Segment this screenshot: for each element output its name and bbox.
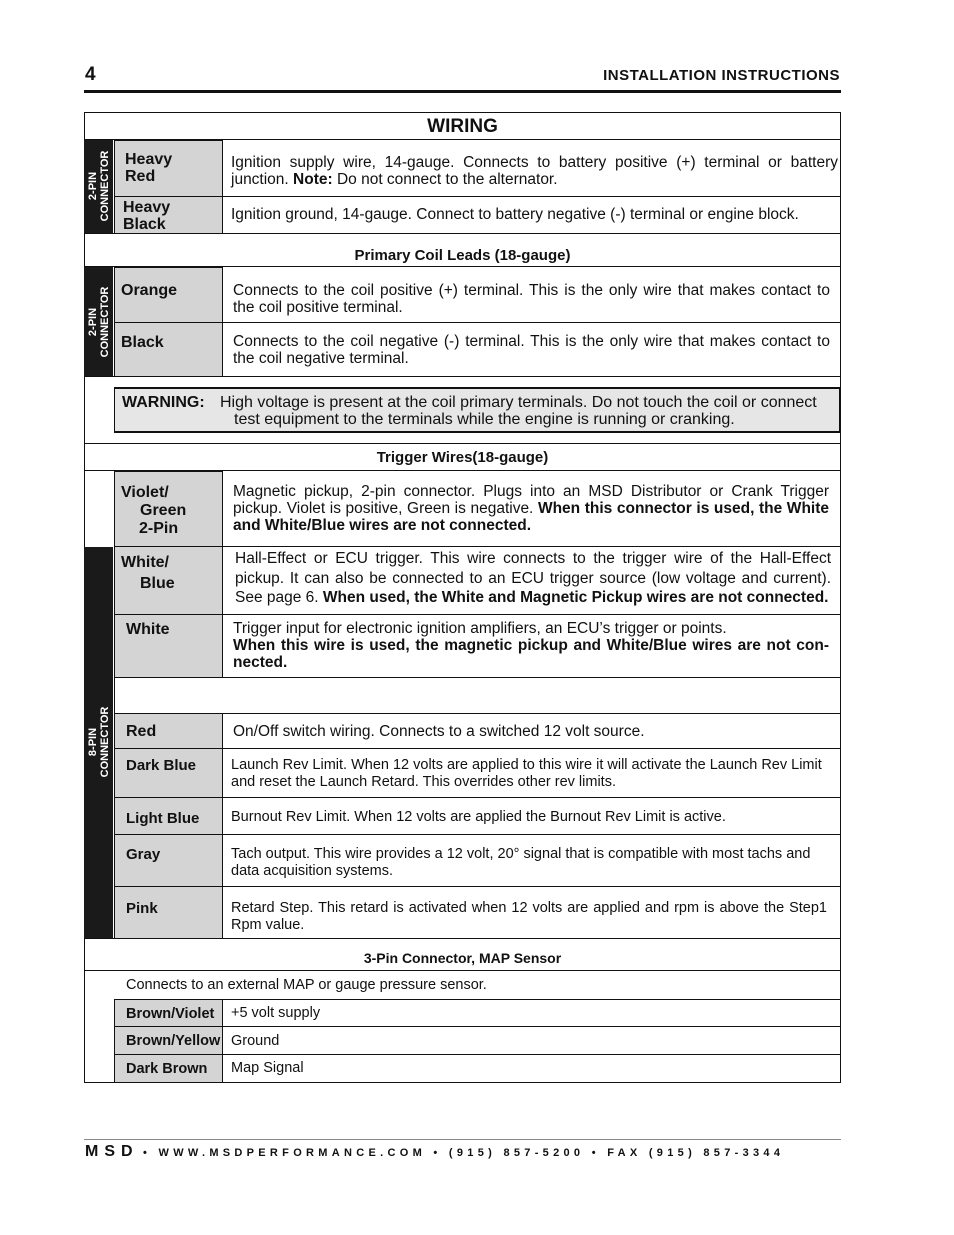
- wire-desc-light-blue: Burnout Rev Limit. When 12 volts are applied the Burnout Rev Limit is active.: [231, 809, 726, 825]
- warning-text-line1: High voltage is present at the coil primary terminals. Do not touch the coil or connect: [220, 394, 817, 411]
- divider: [114, 834, 841, 835]
- wire-desc-dark-blue: Launch Rev Limit. When 12 volts are applied to this wire it will activate the Launch Rev Limit and reset the Launch Retard. This overrides other rev limits.: [231, 757, 822, 790]
- wire-desc-brown-yellow: Ground: [231, 1033, 280, 1049]
- wire-label-pink: Pink: [114, 886, 223, 939]
- divider: [114, 546, 841, 547]
- warning-label: WARNING:: [122, 394, 205, 411]
- divider: [114, 797, 841, 798]
- connector-label-8pin: 8-PIN CONNECTOR: [87, 706, 111, 778]
- divider: [114, 999, 841, 1000]
- wire-label-black: Black: [114, 322, 223, 377]
- divider: [114, 322, 841, 323]
- footer-contact: • WWW.MSDPERFORMANCE.COM • (915) 857-5200 • FAX (915) 857-3344: [143, 1147, 785, 1159]
- divider: [84, 233, 841, 234]
- wire-label-white-blue: White/ Blue: [114, 546, 223, 616]
- wire-desc-white: Trigger input for electronic ignition amplifiers, an ECU’s trigger or points. When this wire is used, the magnetic pickup and White/Blue wires are not con-nected.: [233, 620, 829, 671]
- page-header-title: INSTALLATION INSTRUCTIONS: [603, 67, 840, 84]
- wire-label-dark-brown: Dark Brown: [114, 1054, 223, 1083]
- wire-desc-pink: Retard Step. This retard is activated when 12 volts are applied and rpm is above the Step1 Rpm value.: [231, 900, 827, 933]
- divider: [114, 1026, 841, 1027]
- header-rule: [84, 90, 841, 93]
- wire-label-heavy-red: Heavy Red: [114, 140, 223, 197]
- wire-desc-gray: Tach output. This wire provides a 12 volt, 20° signal that is compatible with most tachs and data acquisition systems.: [231, 846, 811, 879]
- wire-label-brown-yellow: Brown/Yellow: [114, 1026, 223, 1055]
- wire-label-white: White: [114, 614, 223, 678]
- footer-rule: [84, 1139, 841, 1140]
- section-title-primary-coil: Primary Coil Leads (18-gauge): [354, 247, 571, 264]
- wire-desc-orange: Connects to the coil positive (+) terminal. This is the only wire that makes contact to the coil positive terminal.: [233, 282, 830, 316]
- wire-desc-black: Connects to the coil negative (-) terminal. This is the only wire that makes contact to the coil negative terminal.: [233, 333, 830, 367]
- section-title-map-sensor: 3-Pin Connector, MAP Sensor: [363, 950, 562, 966]
- page-footer: [85, 1143, 845, 1161]
- wire-desc-red: On/Off switch wiring. Connects to a switched 12 volt source.: [233, 723, 645, 740]
- wire-desc-heavy-red: Ignition supply wire, 14-gauge. Connects to battery positive (+) terminal or battery junction. Note: Do not connect to the alternator.: [231, 154, 838, 188]
- divider: [84, 443, 841, 444]
- warning-box: [114, 387, 840, 433]
- divider: [84, 970, 841, 971]
- wire-label-brown-violet: Brown/Violet: [114, 999, 223, 1028]
- connector-label-2pin-b: 2-PIN CONNECTOR: [87, 286, 111, 358]
- divider: [114, 713, 841, 714]
- divider: [114, 1054, 841, 1055]
- map-intro-text: Connects to an external MAP or gauge pressure sensor.: [126, 977, 487, 993]
- footer-brand: MSD: [85, 1143, 139, 1160]
- divider: [114, 677, 841, 678]
- wire-label-orange: Orange: [114, 267, 223, 323]
- wire-label-violet-green: Violet/ Green 2-Pin: [114, 471, 223, 548]
- connector-label-2pin-a: 2-PIN CONNECTOR: [87, 150, 111, 222]
- divider: [114, 748, 841, 749]
- wire-label-gray: Gray: [114, 834, 223, 888]
- wire-desc-dark-brown: Map Signal: [231, 1060, 304, 1076]
- divider: [114, 886, 841, 887]
- wire-label-heavy-black: Heavy Black: [114, 196, 223, 234]
- divider: [84, 938, 841, 939]
- wire-desc-brown-violet: +5 volt supply: [231, 1005, 321, 1021]
- wire-label-light-blue: Light Blue: [114, 797, 223, 836]
- wire-label-red: Red: [114, 713, 223, 750]
- section-title-trigger-wires: Trigger Wires(18-gauge): [376, 449, 549, 466]
- divider: [84, 376, 841, 377]
- wire-label-dark-blue: Dark Blue: [114, 748, 223, 799]
- wire-desc-violet-green: Magnetic pickup, 2-pin connector. Plugs into an MSD Distributor or Crank Trigger pickup. Violet is positive, Green is negative. When this connector is used, the White and White/Blue wires are not connected.: [233, 483, 829, 534]
- divider: [114, 678, 115, 714]
- table-title: WIRING: [427, 116, 498, 137]
- wire-desc-heavy-black: Ignition ground, 14-gauge. Connect to battery negative (-) terminal or engine block.: [231, 206, 799, 223]
- warning-text-line2: test equipment to the terminals while the engine is running or cranking.: [234, 411, 735, 428]
- divider: [114, 614, 841, 615]
- wire-desc-white-blue: Hall-Effect or ECU trigger. This wire connects to the trigger wire of the Hall-Effect pickup. It can also be connected to an ECU trigger source (low voltage and current). See page 6. When used, the White and Magnetic Pickup wires are not connected.: [235, 550, 831, 606]
- divider: [114, 196, 841, 197]
- page-number: 4: [85, 64, 96, 85]
